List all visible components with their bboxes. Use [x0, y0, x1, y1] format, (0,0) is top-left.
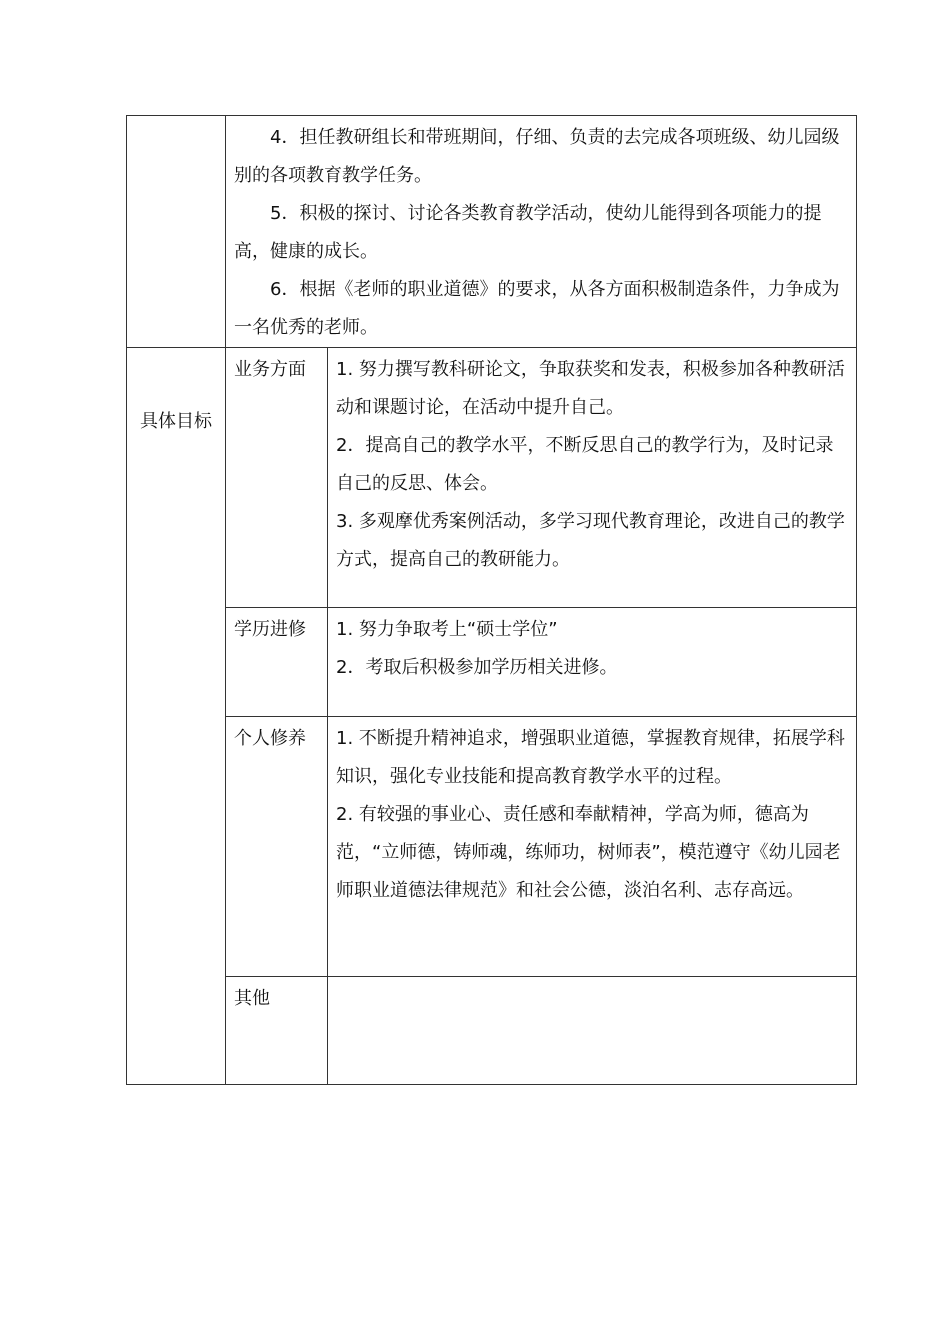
list-item: 1. 不断提升精神追求，增强职业道德，掌握教育规律，拓展学科知识，强化专业技能和提高教育教学水平的过程。 [336, 728, 845, 787]
section-label-cell [226, 608, 328, 717]
intro-content-cell [226, 116, 857, 348]
degree-list [328, 608, 856, 687]
section-content-cell [328, 608, 857, 717]
section-label-cell [226, 977, 328, 1085]
goals-personal-row [127, 717, 857, 977]
goals-label-cell [127, 348, 226, 1085]
section-label-business: 业务方面 [234, 359, 306, 380]
intro-row [127, 116, 857, 348]
intro-item: 4．担任教研组长和带班期间，仔细、负责的去完成各项班级、幼儿园级别的各项教育教学任务。 [234, 127, 840, 186]
list-item: 1. 努力争取考上“硕士学位” [336, 619, 558, 640]
plan-table [126, 115, 857, 1085]
section-content-cell [328, 717, 857, 977]
list-item: 2．提高自己的教学水平，不断反思自己的教学行为，及时记录自己的反思、体会。 [336, 435, 834, 494]
section-label-personal: 个人修养 [234, 728, 306, 749]
intro-blank-cell [127, 116, 226, 348]
list-item: 2．考取后积极参加学历相关进修。 [336, 657, 618, 678]
list-item: 3. 多观摩优秀案例活动，多学习现代教育理论，改进自己的教学方式，提高自己的教研能力。 [336, 511, 845, 570]
section-label-cell [226, 348, 328, 608]
intro-item: 6．根据《老师的职业道德》的要求，从各方面积极制造条件，力争成为一名优秀的老师。 [234, 279, 840, 338]
business-list [328, 348, 856, 579]
section-content-cell-empty [328, 977, 857, 1085]
intro-list [226, 116, 856, 347]
section-label-degree: 学历进修 [234, 619, 306, 640]
personal-list [328, 717, 856, 910]
intro-item: 5．积极的探讨、讨论各类教育教学活动，使幼儿能得到各项能力的提高，健康的成长。 [234, 203, 822, 262]
goals-business-row [127, 348, 857, 608]
section-label-cell [226, 717, 328, 977]
goals-label: 具体目标 [140, 411, 212, 432]
list-item: 1. 努力撰写教科研论文，争取获奖和发表，积极参加各种教研活动和课题讨论，在活动中提升自己。 [336, 359, 845, 418]
section-content-cell [328, 348, 857, 608]
goals-degree-row [127, 608, 857, 717]
list-item: 2. 有较强的事业心、责任感和奉献精神，学高为师，德高为范，“立师德，铸师魂，练师功，树师表”，模范遵守《幼儿园老师职业道德法律规范》和社会公德，淡泊名利、志存高远。 [336, 804, 841, 901]
section-label-other: 其他 [234, 988, 270, 1009]
goals-other-row [127, 977, 857, 1085]
